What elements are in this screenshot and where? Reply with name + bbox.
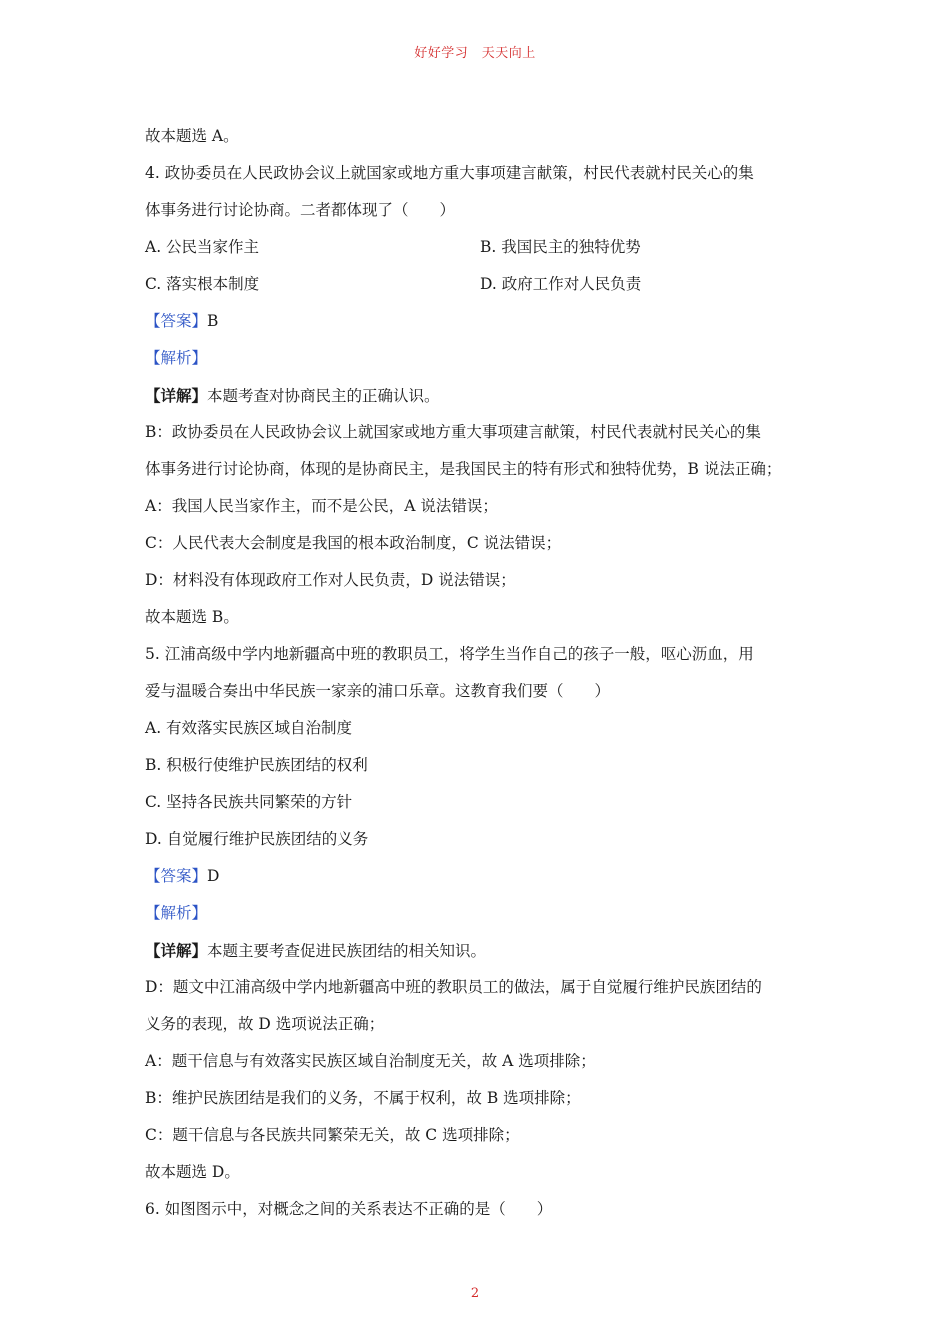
q4-answer-tag: 【答案】 — [145, 312, 208, 330]
q5-answer — [145, 858, 815, 895]
q4-option-b: B. 我国民主的独特优势 — [480, 238, 641, 256]
q4-option-d: D. 政府工作对人民负责 — [480, 275, 642, 293]
q4-options-row2 — [145, 266, 815, 303]
q5-stem-line1: 5. 江浦高级中学内地新疆高中班的教职员工，将学生当作自己的孩子一般，呕心沥血，用 — [145, 645, 754, 663]
q4-answer — [145, 303, 815, 340]
q5-option-d: D. 自觉履行维护民族团结的义务 — [145, 830, 369, 848]
q5-explain-line: 义务的表现，故 D 选项说法正确； — [145, 1015, 385, 1033]
q5-explain-line: D：题文中江浦高级中学内地新疆高中班的教职员工的做法，属于自觉履行维护民族团结的 — [145, 978, 762, 996]
q5-detail-tag: 【详解】 — [145, 941, 208, 960]
page-header: 好好学习 天天向上 — [414, 46, 536, 61]
prev-conclusion: 故本题选 A。 — [145, 127, 239, 145]
q4-analysis — [145, 340, 815, 377]
q5-conclusion: 故本题选 D。 — [145, 1163, 240, 1181]
q4-options-row1 — [145, 229, 815, 266]
q5-detail-intro: 本题主要考查促进民族团结的相关知识。 — [207, 942, 487, 960]
q5-explain-line: A：题干信息与有效落实民族区域自治制度无关，故 A 选项排除； — [145, 1052, 596, 1070]
q5-option-a: A. 有效落实民族区域自治制度 — [145, 719, 353, 737]
q5-analysis — [145, 895, 815, 932]
q4-explain-line: B：政协委员在人民政协会议上就国家或地方重大事项建言献策，村民代表就村民关心的集 — [145, 423, 761, 441]
q4-conclusion: 故本题选 B。 — [145, 608, 239, 626]
q4-option-c: C. 落实根本制度 — [145, 275, 260, 293]
q5-analysis-tag: 【解析】 — [145, 904, 208, 922]
q4-detail-intro: 本题考查对协商民主的正确认识。 — [207, 387, 440, 405]
q5-answer-value: D — [207, 867, 220, 885]
q5-option-c: C. 坚持各民族共同繁荣的方针 — [145, 793, 353, 811]
q4-explain-line: C：人民代表大会制度是我国的根本政治制度，C 说法错误； — [145, 534, 562, 552]
q5-answer-tag: 【答案】 — [145, 867, 208, 885]
q6-stem-line1: 6. 如图图示中，对概念之间的关系表达不正确的是（ ） — [145, 1200, 553, 1218]
q4-explain-line: 体事务进行讨论协商，体现的是协商民主，是我国民主的特有形式和独特优势，B 说法正确； — [145, 460, 782, 478]
q5-explain-line: B：维护民族团结是我们的义务，不属于权利，故 B 选项排除； — [145, 1089, 581, 1107]
q5-detail — [145, 932, 815, 969]
q5-option-b: B. 积极行使维护民族团结的权利 — [145, 756, 368, 774]
page-number: 2 — [470, 1286, 480, 1301]
q4-detail-tag: 【详解】 — [145, 386, 208, 405]
q4-explain-line: A：我国人民当家作主，而不是公民，A 说法错误； — [145, 497, 498, 515]
q4-stem-line1: 4. 政协委员在人民政协会议上就国家或地方重大事项建言献策，村民代表就村民关心的集 — [145, 164, 754, 182]
q4-stem-line2: 体事务进行讨论协商。二者都体现了（ ） — [145, 201, 456, 219]
q5-stem-line2: 爱与温暖合奏出中华民族一家亲的浦口乐章。这教育我们要（ ） — [145, 682, 611, 700]
q4-option-a: A. 公民当家作主 — [145, 238, 260, 256]
q4-analysis-tag: 【解析】 — [145, 349, 208, 367]
q4-answer-value: B — [207, 312, 219, 330]
q5-explain-line: C：题干信息与各民族共同繁荣无关，故 C 选项排除； — [145, 1126, 520, 1144]
document-body — [145, 118, 815, 1228]
q4-detail — [145, 377, 815, 414]
q4-explain-line: D：材料没有体现政府工作对人民负责，D 说法错误； — [145, 571, 516, 589]
